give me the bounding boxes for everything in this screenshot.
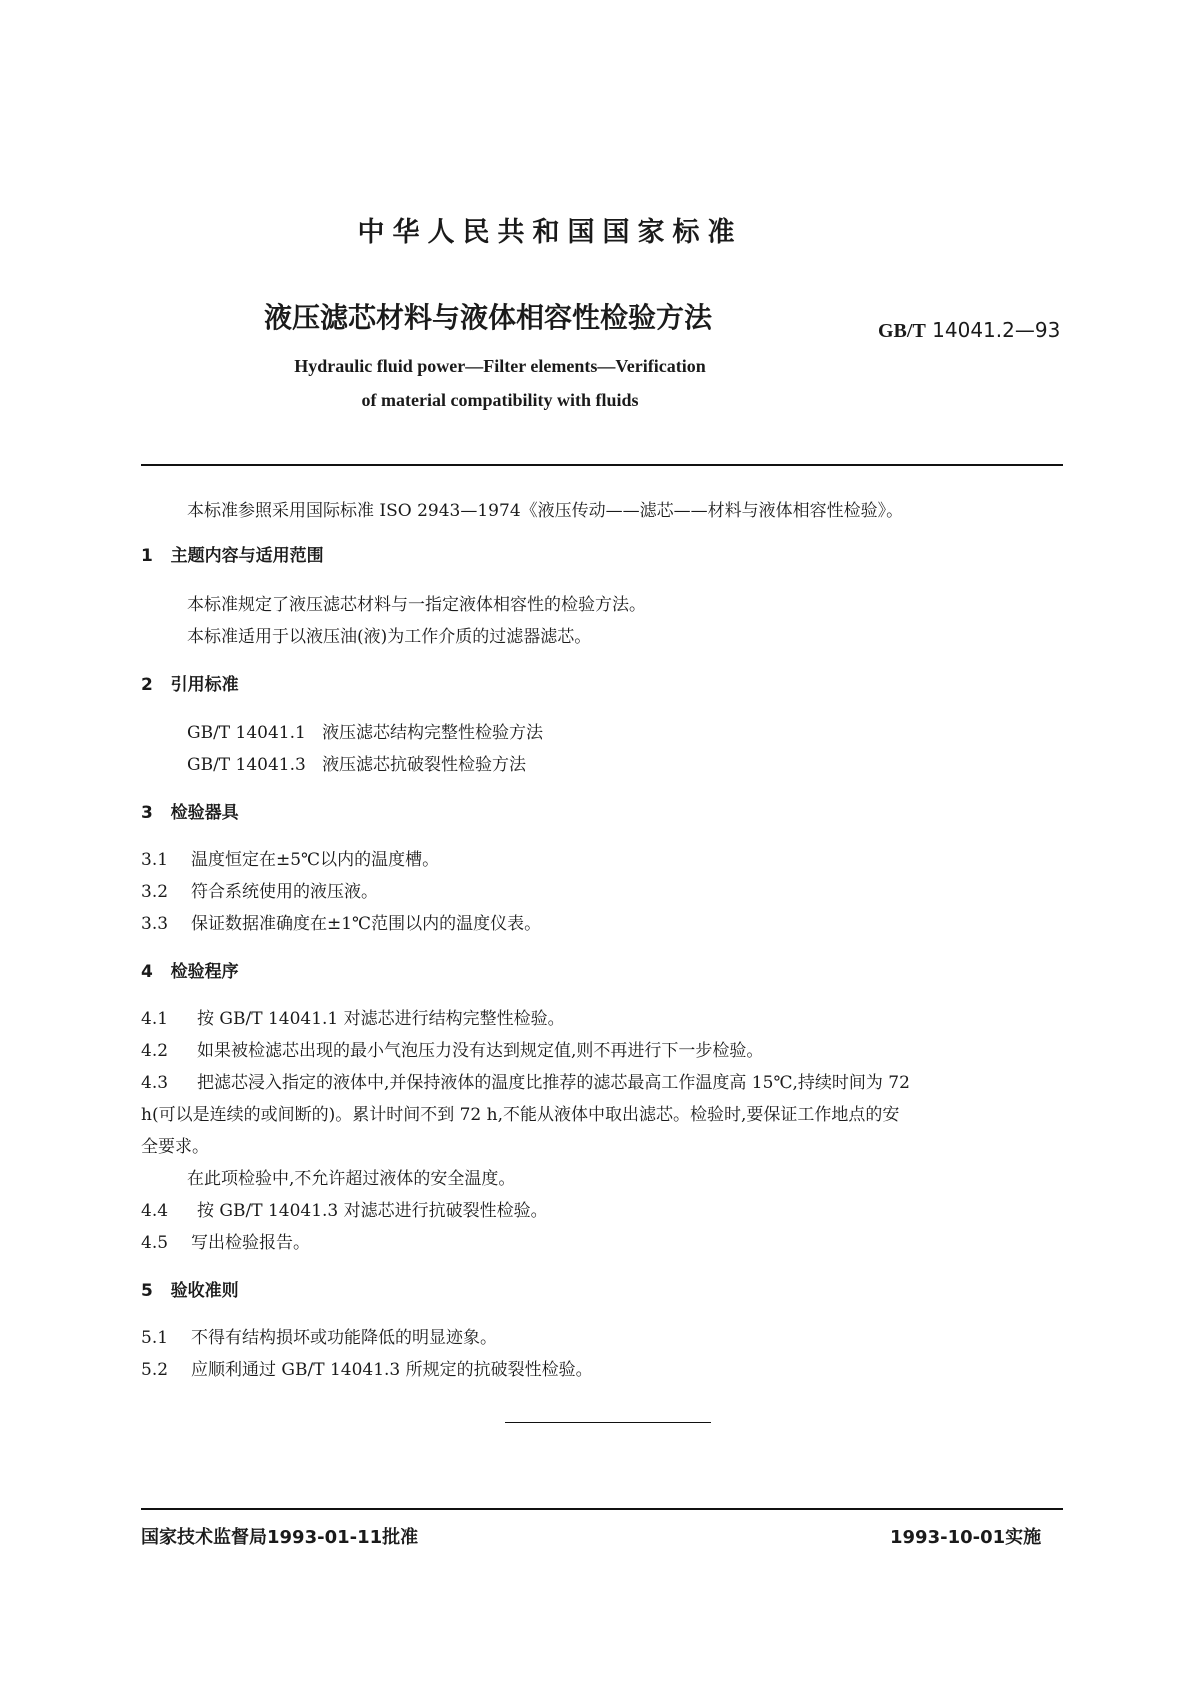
clause-3-3 bbox=[141, 909, 541, 934]
clause-text: 如果被检滤芯出现的最小气泡压力没有达到规定值,则不再进行下一步检验。 bbox=[197, 1041, 764, 1061]
reference-code: GB/T 14041.3 bbox=[187, 755, 306, 775]
implementation-date: 1993-10-01实施 bbox=[890, 1527, 1042, 1548]
section-title: 验收准则 bbox=[170, 1281, 239, 1301]
section-number: 5 bbox=[141, 1281, 153, 1301]
section-number: 3 bbox=[141, 803, 153, 823]
clause-number: 4.3 bbox=[141, 1073, 169, 1093]
section-1-paragraph-2: 本标准适用于以液压油(液)为工作介质的过滤器滤芯。 bbox=[187, 627, 592, 647]
clause-5-2 bbox=[141, 1355, 593, 1380]
header-divider bbox=[141, 464, 1063, 466]
clause-number: 4.1 bbox=[141, 1009, 169, 1029]
section-number: 4 bbox=[141, 962, 153, 982]
reference-row bbox=[187, 718, 543, 743]
section-title: 引用标准 bbox=[170, 675, 239, 695]
clause-4-3-note: 在此项检验中,不允许超过液体的安全温度。 bbox=[187, 1169, 516, 1189]
section-title: 检验程序 bbox=[170, 962, 239, 982]
section-title: 检验器具 bbox=[170, 803, 239, 823]
clause-4-1 bbox=[141, 1004, 565, 1029]
clause-3-2 bbox=[141, 877, 378, 902]
footer-divider bbox=[141, 1508, 1063, 1510]
clause-number: 4.4 bbox=[141, 1201, 169, 1221]
clause-text: 符合系统使用的液压液。 bbox=[191, 882, 378, 902]
clause-number: 3.2 bbox=[141, 882, 169, 902]
section-1-paragraph-1: 本标准规定了液压滤芯材料与一指定液体相容性的检验方法。 bbox=[187, 595, 646, 615]
section-3-heading bbox=[141, 798, 239, 823]
section-4-heading bbox=[141, 957, 239, 982]
section-5-heading bbox=[141, 1276, 239, 1301]
national-standard-header: 中华人民共和国国家标准 bbox=[357, 217, 743, 248]
clause-4-2 bbox=[141, 1036, 763, 1061]
reference-title: 液压滤芯抗破裂性检验方法 bbox=[322, 755, 527, 775]
standard-title-en-line1: Hydraulic fluid power—Filter elements—Verification bbox=[294, 356, 706, 376]
clause-number: 5.1 bbox=[141, 1328, 169, 1348]
clause-4-4 bbox=[141, 1196, 548, 1221]
standard-code-prefix: GB/T bbox=[878, 320, 926, 342]
standard-title-cn: 液压滤芯材料与液体相容性检验方法 bbox=[264, 301, 713, 334]
standard-title-en-line2: of material compatibility with fluids bbox=[361, 390, 639, 410]
approval-date: 国家技术监督局1993-01-11批准 bbox=[141, 1527, 419, 1548]
clause-number: 3.1 bbox=[141, 850, 169, 870]
clause-text: 温度恒定在±5℃以内的温度槽。 bbox=[191, 850, 440, 870]
clause-5-1 bbox=[141, 1323, 497, 1348]
reference-title: 液压滤芯结构完整性检验方法 bbox=[322, 723, 544, 743]
section-number: 1 bbox=[141, 546, 153, 566]
end-of-text-rule bbox=[505, 1422, 711, 1423]
clause-4-3-continued: h(可以是连续的或间断的)。累计时间不到 72 h,不能从液体中取出滤芯。检验时,要保证工作地点的安 bbox=[141, 1105, 900, 1125]
clause-text: 写出检验报告。 bbox=[191, 1233, 310, 1253]
section-title: 主题内容与适用范围 bbox=[170, 546, 324, 566]
clause-number: 4.5 bbox=[141, 1233, 169, 1253]
clause-text: 不得有结构损坏或功能降低的明显迹象。 bbox=[191, 1328, 497, 1348]
clause-text: 保证数据准确度在±1℃范围以内的温度仪表。 bbox=[191, 914, 542, 934]
clause-text: 把滤芯浸入指定的液体中,并保持液体的温度比推荐的滤芯最高工作温度高 15℃,持续时间为 72 bbox=[197, 1073, 910, 1093]
clause-4-3 bbox=[141, 1068, 910, 1093]
section-2-heading bbox=[141, 670, 239, 695]
clause-number: 3.3 bbox=[141, 914, 169, 934]
clause-3-1 bbox=[141, 845, 439, 870]
section-number: 2 bbox=[141, 675, 153, 695]
clause-text: 按 GB/T 14041.1 对滤芯进行结构完整性检验。 bbox=[197, 1009, 565, 1029]
clause-number: 5.2 bbox=[141, 1360, 169, 1380]
clause-4-5 bbox=[141, 1228, 310, 1253]
clause-number: 4.2 bbox=[141, 1041, 169, 1061]
standard-code bbox=[878, 318, 1060, 343]
clause-4-3-continued: 全要求。 bbox=[141, 1137, 209, 1157]
reference-code: GB/T 14041.1 bbox=[187, 723, 306, 743]
clause-text: 应顺利通过 GB/T 14041.3 所规定的抗破裂性检验。 bbox=[191, 1360, 593, 1380]
clause-text: 按 GB/T 14041.3 对滤芯进行抗破裂性检验。 bbox=[197, 1201, 548, 1221]
intro-paragraph: 本标准参照采用国际标准 ISO 2943—1974《液压传动——滤芯——材料与液体相容性检验》。 bbox=[187, 501, 904, 521]
reference-row bbox=[187, 750, 526, 775]
section-1-heading bbox=[141, 541, 324, 566]
standard-code-number: 14041.2—93 bbox=[932, 318, 1061, 342]
